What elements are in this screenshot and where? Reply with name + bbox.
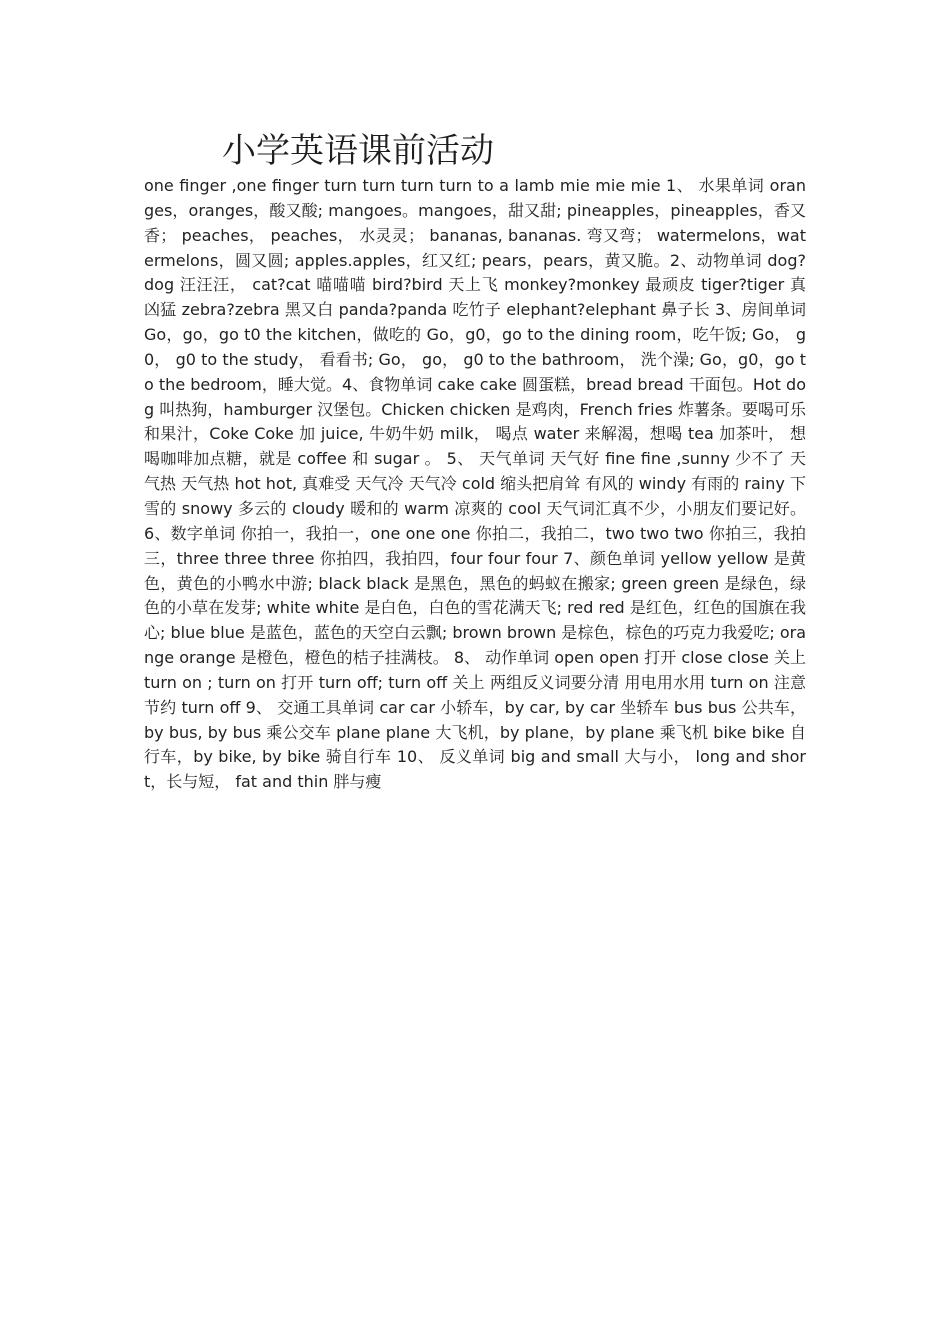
document-body-text: one finger ,one finger turn turn turn turn to a lamb mie mie mie 1、 水果单词 oranges，oranges，酸又酸; mangoes。mangoes，甜又甜; pineapples，pineapples，香又香； peaches， peaches， 水灵灵； bananas, bananas. 弯又弯； watermelons，watermelons，圆又圆; apples.apples，红又红; pears，pears，黄又脆。2、动物单词 dog?dog 汪汪汪， cat?cat 喵喵喵 bird?bird 天上飞 monkey?monkey 最顽皮 tiger?tiger 真凶猛 zebra?zebra 黑又白 panda?panda 吃竹子 elephant?elephant 鼻子长 3、房间单词 Go，go，go t0 the kitchen，做吃的 Go，g0，go to the dining room，吃午饭; Go， g0， g0 to the study， 看看书; Go， go， g0 to the bathroom， 洗个澡; Go，g0，go to the bedroom，睡大觉。4、食物单词 cake cake 圆蛋糕，bread bread 干面包。Hot dog 叫热狗，hamburger 汉堡包。Chicken chicken 是鸡肉，French fries 炸薯条。要喝可乐和果汁，Coke Coke 加 juice, 牛奶牛奶 milk， 喝点 water 来解渴，想喝 tea 加茶叶， 想喝咖啡加点糖，就是 coffee 和 sugar 。 5、 天气单词 天气好 fine fine ,sunny 少不了 天气热 天气热 hot hot, 真难受 天气冷 天气冷 cold 缩头把肩耸 有风的 windy 有雨的 rainy 下雪的 snowy 多云的 cloudy 暖和的 warm 凉爽的 cool 天气词汇真不少，小朋友们要记好。6、数字单词 你拍一，我拍一，one one one 你拍二，我拍二，two two two 你拍三，我拍三，three three three 你拍四，我拍四，four four four 7、颜色单词 yellow yellow 是黄色，黄色的小鸭水中游; black black 是黑色，黑色的蚂蚁在搬家; green green 是绿色，绿色的小草在发芽; white white 是白色，白色的雪花满天飞; red red 是红色，红色的国旗在我心; blue blue 是蓝色，蓝色的天空白云飘; brown brown 是棕色，棕色的巧克力我爱吃; orange orange 是橙色，橙色的桔子挂满枝。 8、 动作单词 open open 打开 close close 关上 turn on ; turn on 打开 turn off; turn off 关上 两组反义词要分清 用电用水用 turn on 注意节约 turn off 9、 交通工具单词 car car 小轿车，by car, by car 坐轿车 bus bus 公共车，by bus, by bus 乘公交车 plane plane 大飞机，by plane，by plane 乘飞机 bike bike 自行车，by bike, by bike 骑自行车 10、 反义单词 big and small 大与小， long and short，长与短， fat and thin 胖与瘦	[144, 176, 806, 792]
document-title: 小学英语课前活动	[222, 131, 494, 171]
